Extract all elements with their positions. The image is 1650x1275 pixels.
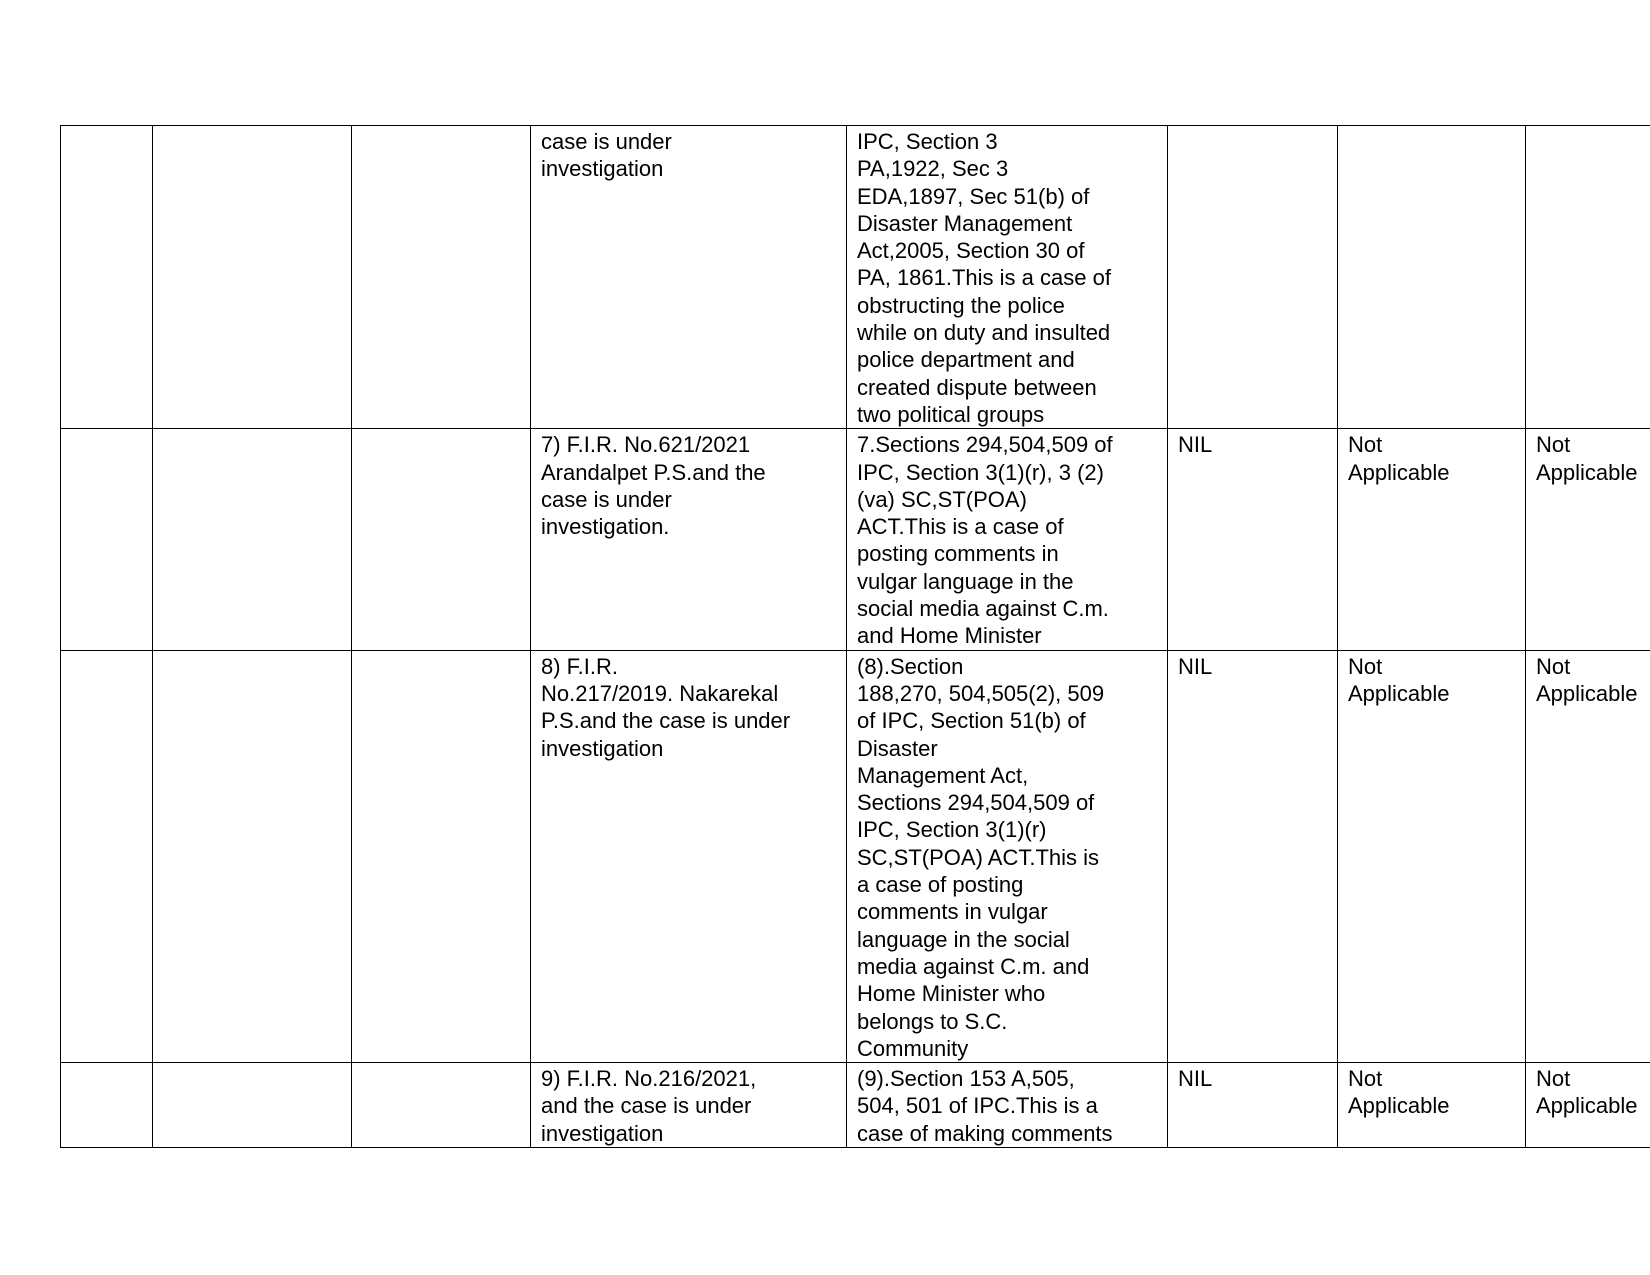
table-row <box>61 126 1650 429</box>
sections-cell: (9).Section 153 A,505, 504, 501 of IPC.This is a case of making comments <box>847 1063 1168 1148</box>
fir-cell: 9) F.I.R. No.216/2021, and the case is under investigation <box>531 1063 847 1148</box>
status-cell: NIL <box>1168 429 1338 650</box>
table-row <box>61 1063 1650 1148</box>
applicability-cell-2 <box>1526 126 1650 429</box>
detail-cell <box>352 126 531 429</box>
detail-cell <box>352 1063 531 1148</box>
name-cell <box>153 126 352 429</box>
table-row <box>61 429 1650 650</box>
fir-cell: case is under investigation <box>531 126 847 429</box>
fir-cell: 8) F.I.R. No.217/2019. Nakarekal P.S.and the case is under investigation <box>531 650 847 1062</box>
applicability-cell: Not Applicable <box>1338 1063 1526 1148</box>
status-cell: NIL <box>1168 1063 1338 1148</box>
applicability-cell-2: Not Applicable <box>1526 650 1650 1062</box>
name-cell <box>153 1063 352 1148</box>
applicability-cell: Not Applicable <box>1338 429 1526 650</box>
serial-cell <box>61 126 153 429</box>
serial-cell <box>61 429 153 650</box>
name-cell <box>153 650 352 1062</box>
sections-cell: 7.Sections 294,504,509 of IPC, Section 3(1)(r), 3 (2) (va) SC,ST(POA) ACT.This is a case of posting comments in vulgar language in the social media against C.m. and Home Minister <box>847 429 1168 650</box>
applicability-cell: Not Applicable <box>1338 650 1526 1062</box>
status-cell: NIL <box>1168 650 1338 1062</box>
fir-cell: 7) F.I.R. No.621/2021 Arandalpet P.S.and the case is under investigation. <box>531 429 847 650</box>
table-row <box>61 650 1650 1062</box>
sections-cell: IPC, Section 3 PA,1922, Sec 3 EDA,1897, Sec 51(b) of Disaster Management Act,2005, Section 30 of PA, 1861.This is a case of obstructing the police while on duty and insulted police department and created dispute between two political groups <box>847 126 1168 429</box>
case-details-table <box>60 125 1650 1148</box>
detail-cell <box>352 650 531 1062</box>
name-cell <box>153 429 352 650</box>
applicability-cell-2: Not Applicable <box>1526 429 1650 650</box>
sections-cell: (8).Section 188,270, 504,505(2), 509 of IPC, Section 51(b) of Disaster Management Act, Sections 294,504,509 of IPC, Section 3(1)(r) SC,ST(POA) ACT.This is a case of posting comments in vulgar language in the social media against C.m. and Home Minister who belongs to S.C. Community <box>847 650 1168 1062</box>
serial-cell <box>61 650 153 1062</box>
serial-cell <box>61 1063 153 1148</box>
status-cell <box>1168 126 1338 429</box>
applicability-cell-2: Not Applicable <box>1526 1063 1650 1148</box>
detail-cell <box>352 429 531 650</box>
applicability-cell <box>1338 126 1526 429</box>
